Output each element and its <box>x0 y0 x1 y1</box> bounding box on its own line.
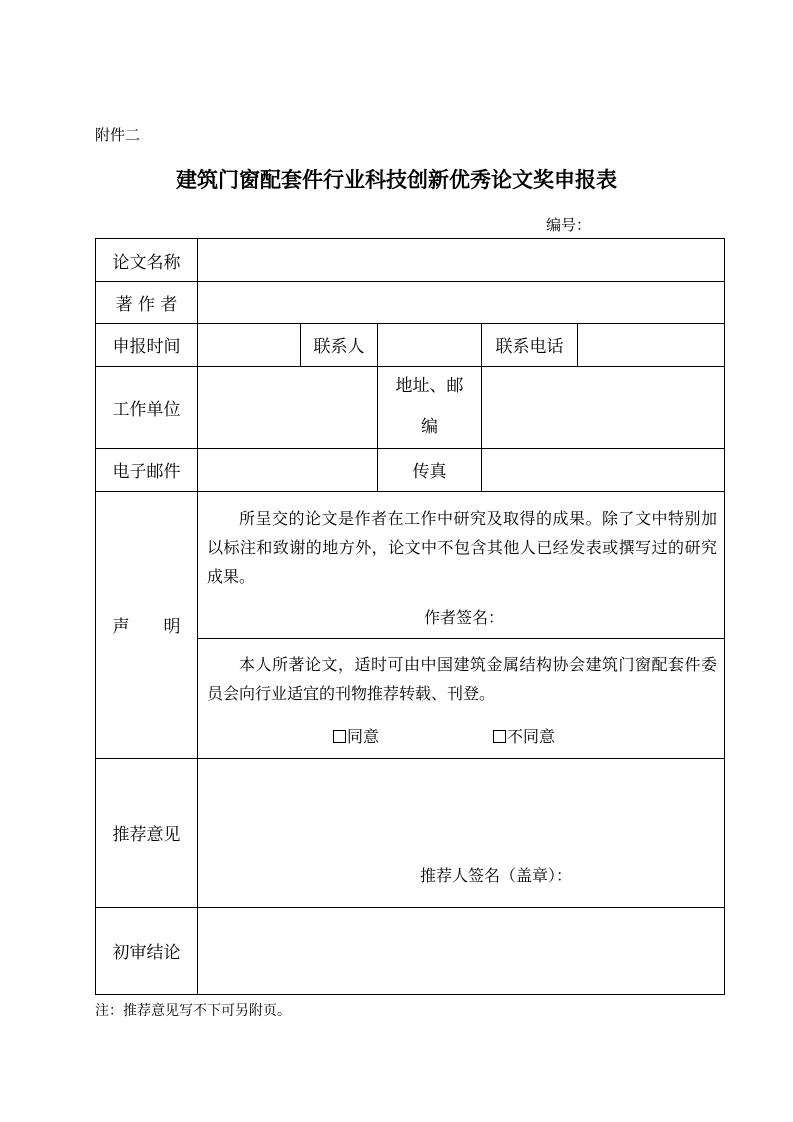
author-field[interactable] <box>198 281 724 323</box>
phone-field[interactable] <box>578 323 724 366</box>
attachment-label: 附件二 <box>95 126 141 144</box>
fax-field[interactable] <box>482 448 724 491</box>
application-form-table <box>95 238 725 995</box>
recommender-signature-label: 推荐人签名（盖章）： <box>420 866 573 885</box>
agree-option[interactable]: 同意 <box>333 724 379 747</box>
contact-field[interactable] <box>378 323 481 366</box>
recommendation-label: 推荐意见 <box>112 825 181 845</box>
apply-time-field[interactable] <box>198 323 300 366</box>
paper-name-label: 论文名称 <box>112 252 181 273</box>
footer-note: 注：推荐意见写不下可另附页。 <box>95 1003 291 1019</box>
address-postcode-label: 地址、邮 编 <box>395 376 464 437</box>
contact-label: 联系人 <box>313 337 365 357</box>
paper-name-field[interactable] <box>198 239 724 281</box>
consent-text: 本人所著论文，适时可由中国建筑金属结构协会建筑门窗配套件委员会向行业适宜的刊物推荐转载、刊登。 <box>207 655 717 703</box>
work-unit-label: 工作单位 <box>112 399 181 420</box>
work-unit-field[interactable] <box>198 366 377 448</box>
initial-review-field[interactable] <box>198 907 724 994</box>
fax-label: 传真 <box>412 462 447 482</box>
page-title: 建筑门窗配套件行业科技创新优秀论文奖申报表 <box>176 168 617 192</box>
declaration-label: 声 明 <box>112 617 181 637</box>
disagree-checkbox[interactable] <box>493 730 506 743</box>
agree-checkbox[interactable] <box>333 730 346 743</box>
apply-time-label: 申报时间 <box>112 337 181 357</box>
author-signature-label: 作者签名： <box>424 608 505 627</box>
declaration-text: 所呈交的论文是作者在工作中研究及取得的成果。除了文中特别加以标注和致谢的地方外，论文中不包含其他人已经发表或撰写过的研究成果。 <box>207 509 717 586</box>
phone-label: 联系电话 <box>495 337 564 357</box>
serial-number-label: 编号： <box>546 216 592 234</box>
email-label: 电子邮件 <box>112 462 181 482</box>
email-field[interactable] <box>198 448 377 491</box>
disagree-option[interactable]: 不同意 <box>493 724 555 747</box>
author-label: 著 作 者 <box>115 294 178 315</box>
address-postcode-field[interactable] <box>482 366 724 448</box>
initial-review-label: 初审结论 <box>112 943 181 963</box>
